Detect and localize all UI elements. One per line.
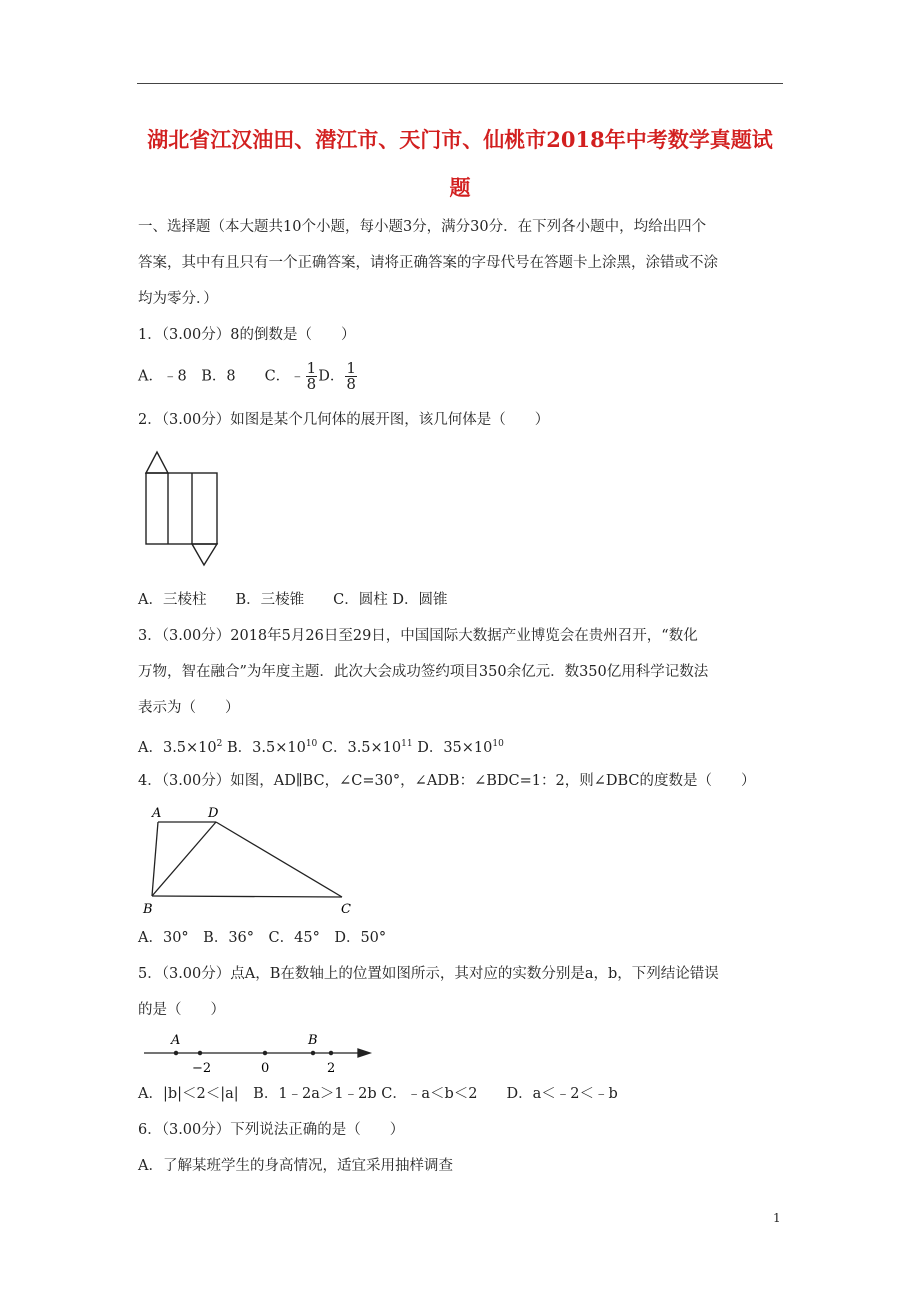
net-rectangle [146,473,217,544]
section-intro-line2: 答案，其中有且只有一个正确答案，请将正确答案的字母代号在答题卡上涂黑，涂错或不涂 [138,255,718,271]
q1-option-c-fraction [306,361,318,392]
label-b: B [143,902,153,917]
header-rule [137,83,783,84]
point-a [174,1051,177,1054]
edge-dc [216,822,342,897]
label-point-a: A [171,1033,181,1048]
tick-zero [263,1051,266,1054]
label-neg2: −2 [192,1061,212,1076]
label-d: D [208,806,219,821]
q3-option-c: C．3.5×10 [317,739,402,756]
q3-option-a: A．3.5×10 [138,739,217,756]
number-line-figure [140,1028,375,1076]
section-intro-line1: 一、选择题（本大题共10个小题，每小题3分，满分30分．在下列各小题中，均给出四个 [138,219,707,235]
label-a: A [152,806,162,821]
page-number: 1 [773,1211,781,1225]
trapezoid-figure [138,802,360,918]
label-c: C [341,902,351,917]
q3-option-d-exponent: 10 [492,739,504,749]
diagonal-bd [152,822,216,896]
label-two: 2 [327,1061,336,1076]
edge-bc [152,896,342,897]
q3-options [138,734,504,758]
q2-options: A．三棱柱 B．三棱锥 C．圆柱 D．圆锥 [138,592,448,608]
net-top-triangle [146,452,168,473]
net-bottom-triangle [192,544,217,565]
q6-option-a: A．了解某班学生的身高情况，适宜采用抽样调查 [138,1158,453,1174]
q1-options [138,361,358,392]
tick-neg2 [198,1051,201,1054]
q3-option-b: B．3.5×10 [222,739,306,756]
label-point-b: B [308,1033,318,1048]
q3-option-b-exponent: 10 [305,739,318,749]
point-b [311,1051,314,1054]
fraction-numerator: 1 [306,359,317,377]
q3-line3: 表示为（ ） [138,700,240,716]
q3-option-c-exponent: 11 [401,739,413,749]
q1-stem: 1．（3.00分）8的倒数是（ ） [138,327,356,343]
prism-net-figure [140,448,222,570]
q4-stem: 4．（3.00分）如图，AD∥BC，∠C=30°，∠ADB：∠BDC=1：2，则∠DBC的度数是（ ） [138,773,756,789]
q5-line1: 5．（3.00分）点A，B在数轴上的位置如图所示，其对应的实数分别是a，b，下列结论错误 [138,966,719,982]
fraction-denominator: 8 [346,375,356,393]
number-line-arrow [358,1049,370,1057]
q6-stem: 6．（3.00分）下列说法正确的是（ ） [138,1122,405,1138]
page-title-line2: 题 [449,175,471,200]
edge-ab [152,822,158,896]
q2-stem: 2．（3.00分）如图是某个几何体的展开图，该几何体是（ ） [138,412,550,428]
q1-option-d-prefix: D． [318,368,345,385]
tick-two [329,1051,332,1054]
label-zero: 0 [261,1061,270,1076]
q3-option-d: D．35×10 [412,739,493,756]
q1-options-prefix: A．﹣8 B．8 C．﹣ [138,368,305,385]
q3-line1: 3．（3.00分）2018年5月26日至29日，中国国际大数据产业博览会在贵州召开，“数化 [138,628,698,644]
page-title-line1: 湖北省江汉油田、潜江市、天门市、仙桃市2018年中考数学真题试 [147,127,773,152]
q5-line2: 的是（ ） [138,1002,225,1018]
fraction-numerator: 1 [346,359,356,377]
q1-option-d-fraction [345,361,357,392]
q4-options: A．30° B．36° C．45° D．50° [138,930,387,946]
q3-option-a-exponent: 2 [216,739,223,749]
q5-options: A．|b|＜2＜|a| B．1﹣2a＞1﹣2b C．﹣a＜b＜2 D．a＜﹣2＜﹣b [138,1086,618,1102]
q3-line2: 万物，智在融合”为年度主题．此次大会成功签约项目350余亿元．数350亿用科学记数法 [138,664,709,680]
section-intro-line3: 均为零分．） [138,291,218,307]
fraction-denominator: 8 [306,375,317,393]
